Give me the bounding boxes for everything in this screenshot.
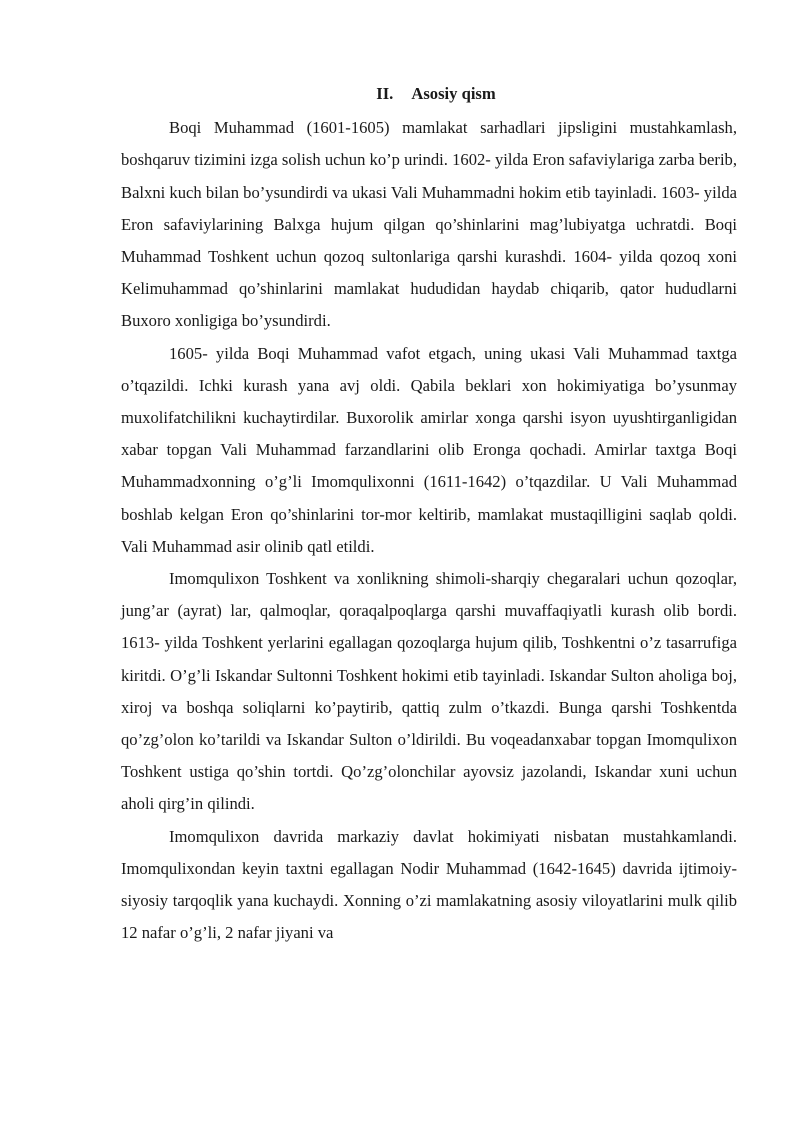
paragraph-vali-muhammad: 1605- yilda Boqi Muhammad vafot etgach, uning ukasi Vali Muhammad taxtga o’tqazildi. Ichki kurash yana avj oldi. Qabila beklari xon hokimiyatiga bo’ysunmay muxolifatchilikni kuchaytirdilar. Buxorolik amirlar xonga qarshi isyon uyushtirganligidan xabar topgan Vali Muhammad farzandlarini olib Eronga qochadi. Amirlar taxtga Boqi Muhammadxonning o’g’li Imomqulixonni (1611-1642) o’tqazdilar. U Vali Muhammad boshlab kelgan Eron qo’shinlarini tor-mor keltirib, mamlakat mustaqilligini saqlab qoldi. Vali Muhammad asir olinib qatl etildi. bbox=[121, 343, 737, 556]
paragraph-nodir-muhammad: Imomqulixon davrida markaziy davlat hokimiyati nisbatan mustahkamlandi. Imomqulixondan keyin taxtni egallagan Nodir Muhammad (1642-1645) davrida ijtimoiy-siyosiy tarqoqlik yana kuchaydi. Xonning o’zi mamlakatning asosiy viloyatlarini mulk qilib 12 nafar o’g’li, 2 nafar jiyani va bbox=[121, 826, 737, 943]
section-number: II. bbox=[376, 84, 394, 103]
document-page bbox=[121, 78, 737, 949]
paragraph-imomqulixon-toshkent: Imomqulixon Toshkent va xonlikning shimoli-sharqiy chegaralari uchun qozoqlar, jung’ar (ayrat) lar, qalmoqlar, qoraqalpoqlarga qarshi muvaffaqiyatli kurash olib bordi. 1613- yilda Toshkent yerlarini egallagan qozoqlarga hujum qilib, Toshkentni o’z tasarrufiga kiritdi. O’g’li Iskandar Sultonni Toshkent hokimi etib tayinladi. Iskandar Sulton aholiga boj, xiroj va boshqa soliqlarni ko’paytirib, qattiq zulm o’tkazdi. Bunga qarshi Toshkentda qo’zg’olon ko’tarildi va Iskandar Sulton o’ldirildi. Bu voqeadanxabar topgan Imomqulixon Toshkent ustiga qo’shin tortdi. Qo’zg’olonchilar ayovsiz jazolandi, Iskandar xuni uchun aholi qirg’in qilindi. bbox=[121, 569, 737, 814]
section-heading bbox=[121, 78, 737, 110]
section-title: Asosiy qism bbox=[411, 84, 496, 103]
paragraph-boqi-muhammad: Boqi Muhammad (1601-1605) mamlakat sarhadlari jipsligini mustahkamlash, boshqaruv tizimini izga solish uchun ko’p urindi. 1602- yilda Eron safaviylariga zarba berib, Balxni kuch bilan bo’ysundirdi va ukasi Vali Muhammadni hokim etib tayinladi. 1603- yilda Eron safaviylarining Balxga hujum qilgan qo’shinlarini mag’lubiyatga uchratdi. Boqi Muhammad Toshkent uchun qozoq sultonlariga qarshi kurashdi. 1604- yilda qozoq xoni Kelimuhammad qo’shinlarini mamlakat hududidan haydab chiqarib, qator hududlarni Buxoro xonligiga bo’ysundirdi. bbox=[121, 118, 737, 331]
